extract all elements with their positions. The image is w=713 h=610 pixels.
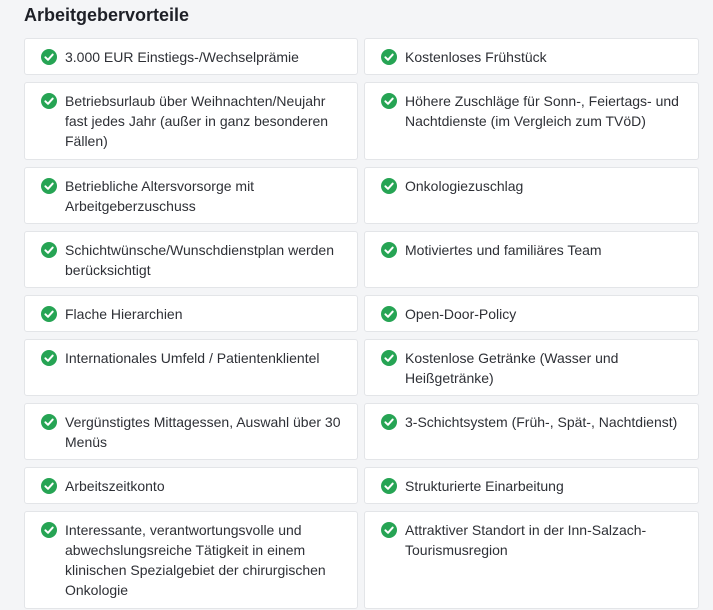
benefit-text: Betriebliche Altersvorsorge mit Arbeitgeberzuschuss <box>65 178 255 214</box>
benefit-text: Höhere Zuschläge für Sonn-, Feiertags- und Nachtdienste (im Vergleich zum TVöD) <box>405 93 679 129</box>
check-circle-icon <box>381 178 397 194</box>
benefit-card <box>24 82 358 160</box>
benefit-text: Arbeitszeitkonto <box>65 478 165 494</box>
check-circle-icon <box>381 306 397 322</box>
section-title: Arbeitgebervorteile <box>24 5 190 25</box>
benefit-card <box>364 511 699 609</box>
benefit-text: Schichtwünsche/Wunschdienstplan werden berücksichtigt <box>65 242 335 278</box>
benefit-text: Internationales Umfeld / Patientenklientel <box>65 350 320 366</box>
benefit-text: Flache Hierarchien <box>65 306 183 322</box>
check-circle-icon <box>41 522 57 538</box>
benefit-text: Interessante, verantwortungsvolle und abwechslungsreiche Tätigkeit in einem klinischen Spezialgebiet der chirurgischen Onkologie <box>65 522 326 598</box>
check-circle-icon <box>41 93 57 109</box>
benefit-text: Vergünstigtes Mittagessen, Auswahl über 30 Menüs <box>65 414 341 450</box>
check-circle-icon <box>41 178 57 194</box>
benefit-card <box>24 167 358 224</box>
benefit-card <box>364 339 699 396</box>
check-circle-icon <box>381 522 397 538</box>
benefit-card <box>364 295 699 332</box>
check-circle-icon <box>41 350 57 366</box>
check-circle-icon <box>41 306 57 322</box>
check-circle-icon <box>41 49 57 65</box>
benefit-text: Kostenloses Frühstück <box>405 49 547 65</box>
benefit-card <box>364 403 699 460</box>
check-circle-icon <box>41 414 57 430</box>
check-circle-icon <box>41 242 57 258</box>
benefit-text: Open-Door-Policy <box>405 306 517 322</box>
benefit-card <box>364 38 699 75</box>
check-circle-icon <box>41 478 57 494</box>
benefit-card <box>364 467 699 504</box>
check-circle-icon <box>381 49 397 65</box>
benefit-card <box>24 403 358 460</box>
benefit-card <box>364 82 699 160</box>
benefit-card <box>364 167 699 224</box>
benefit-card <box>24 38 358 75</box>
benefit-card <box>24 511 358 609</box>
check-circle-icon <box>381 478 397 494</box>
benefit-card <box>364 231 699 288</box>
check-circle-icon <box>381 93 397 109</box>
benefit-text: Kostenlose Getränke (Wasser und Heißgetränke) <box>405 350 619 386</box>
benefit-text: 3.000 EUR Einstiegs-/Wechselprämie <box>65 49 299 65</box>
benefit-card <box>24 339 358 396</box>
benefit-text: Motiviertes und familiäres Team <box>405 242 602 258</box>
benefit-card <box>24 467 358 504</box>
check-circle-icon <box>381 242 397 258</box>
check-circle-icon <box>381 414 397 430</box>
benefit-text: Onkologiezuschlag <box>405 178 524 194</box>
benefit-card <box>24 231 358 288</box>
benefits-grid <box>24 38 699 609</box>
benefit-text: 3-Schichtsystem (Früh-, Spät-, Nachtdienst) <box>405 414 678 430</box>
benefit-text: Strukturierte Einarbeitung <box>405 478 564 494</box>
check-circle-icon <box>381 350 397 366</box>
benefit-text: Attraktiver Standort in der Inn-Salzach-Tourismusregion <box>405 522 647 558</box>
benefit-card <box>24 295 358 332</box>
benefit-text: Betriebsurlaub über Weihnachten/Neujahr fast jedes Jahr (außer in ganz besonderen Fällen) <box>65 93 329 149</box>
